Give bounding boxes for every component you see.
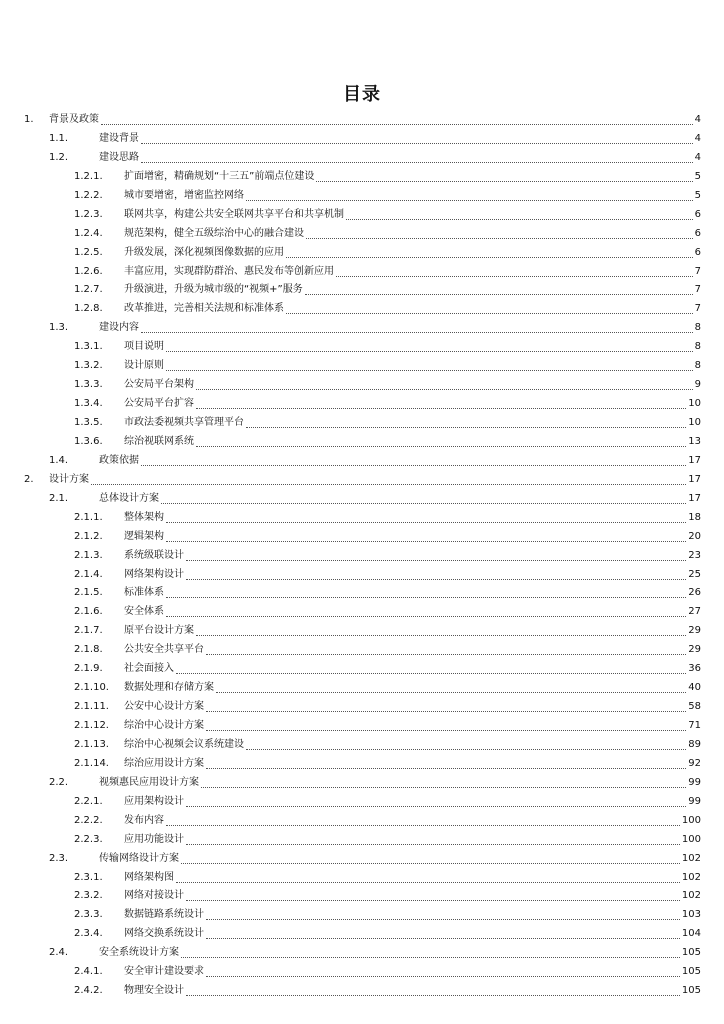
dot-leader: [206, 938, 680, 939]
toc-entry-number: 2.1.9.: [74, 663, 103, 675]
toc-entry-title[interactable]: 应用架构设计: [124, 795, 184, 807]
toc-entry-number: 2.1.8.: [74, 644, 103, 656]
toc-entry[interactable]: [0, 187, 724, 206]
toc-entry-title[interactable]: 项目说明: [124, 341, 164, 353]
toc-entry-title[interactable]: 安全体系: [124, 606, 164, 618]
toc-entry-page: 102: [681, 890, 701, 902]
toc-entry-title[interactable]: 背景及政策: [49, 114, 99, 125]
toc-entry-number: 2.1.11.: [74, 701, 109, 713]
toc-entry-title[interactable]: 网络对接设计: [124, 890, 184, 902]
table-of-contents: [0, 111, 724, 1001]
toc-entry[interactable]: [0, 584, 724, 603]
toc-entry-title[interactable]: 公共安全共享平台: [124, 644, 204, 656]
dot-leader: [206, 768, 686, 769]
dot-leader: [196, 408, 686, 409]
toc-entry[interactable]: [0, 130, 724, 149]
dot-leader: [141, 332, 693, 333]
toc-entry-title[interactable]: 升级演进，升级为城市级的“视频+”服务: [124, 284, 303, 296]
toc-entry[interactable]: [0, 850, 724, 869]
toc-entry-page: 103: [681, 909, 701, 921]
dot-leader: [246, 427, 686, 428]
toc-entry-number: 2.3.: [49, 852, 69, 864]
toc-entry-title[interactable]: 网络交换系统设计: [124, 928, 204, 940]
toc-entry-page: 105: [681, 985, 701, 997]
toc-entry-title[interactable]: 综治视联网系统: [124, 435, 194, 447]
toc-entry-number: 1.2.: [49, 151, 69, 163]
toc-entry[interactable]: [0, 698, 724, 717]
dot-leader: [206, 654, 686, 655]
toc-entry-page: 7: [694, 303, 701, 315]
toc-entry[interactable]: [0, 490, 724, 509]
toc-entry-title[interactable]: 综治中心视频会议系统建设: [124, 738, 244, 750]
dot-leader: [181, 957, 680, 958]
toc-entry[interactable]: [0, 925, 724, 944]
toc-entry-title[interactable]: 应用功能设计: [124, 833, 184, 845]
toc-entry[interactable]: [0, 471, 724, 490]
dot-leader: [166, 351, 693, 352]
toc-entry-number: 2.3.2.: [74, 890, 103, 902]
toc-entry-title[interactable]: 总体设计方案: [99, 492, 159, 504]
dot-leader: [141, 465, 686, 466]
toc-entry-number: 1.4.: [49, 454, 69, 466]
toc-entry-number: 1.3.1.: [74, 341, 103, 353]
toc-entry-page: 100: [681, 814, 701, 826]
toc-entry-number: 1.2.4.: [74, 227, 103, 239]
toc-entry[interactable]: [0, 774, 724, 793]
toc-entry-title[interactable]: 综治中心设计方案: [124, 720, 204, 731]
toc-entry-page: 58: [688, 701, 701, 713]
toc-entry-title[interactable]: 视频惠民应用设计方案: [99, 776, 199, 788]
toc-entry-title[interactable]: 系统级联设计: [124, 549, 184, 561]
toc-entry-title[interactable]: 网络架构设计: [124, 568, 184, 580]
toc-entry-number: 2.1.1.: [74, 511, 103, 523]
toc-entry-page: 7: [694, 265, 701, 277]
toc-entry-title[interactable]: 公安局平台架构: [124, 379, 194, 391]
toc-entry-page: 4: [694, 114, 701, 125]
toc-entry-page: 71: [688, 720, 701, 731]
toc-entry-page: 6: [694, 208, 701, 220]
dot-leader: [306, 238, 693, 239]
toc-entry-title[interactable]: 建设思路: [99, 151, 139, 163]
toc-entry-title[interactable]: 升级发展，深化视频图像数据的应用: [124, 246, 284, 258]
toc-entry[interactable]: [0, 168, 724, 187]
dot-leader: [286, 313, 693, 314]
toc-entry-page: 10: [688, 417, 701, 428]
dot-leader: [246, 749, 686, 750]
toc-entry-page: 17: [688, 492, 701, 504]
toc-entry[interactable]: [0, 793, 724, 812]
dot-leader: [166, 825, 680, 826]
dot-leader: [166, 597, 686, 598]
dot-leader: [201, 787, 686, 788]
dot-leader: [346, 219, 693, 220]
toc-entry-page: 99: [688, 776, 701, 788]
toc-entry-number: 2.1.2.: [74, 530, 103, 542]
toc-entry-title[interactable]: 政策依据: [99, 454, 139, 466]
dot-leader: [186, 844, 680, 845]
toc-entry-title[interactable]: 网络架构图: [124, 871, 174, 883]
toc-entry-title[interactable]: 数据处理和存储方案: [124, 682, 214, 694]
toc-entry-number: 1.3.3.: [74, 379, 103, 391]
toc-entry-number: 1.3.5.: [74, 417, 103, 428]
toc-entry[interactable]: [0, 149, 724, 168]
toc-entry-number: 2.1.13.: [74, 738, 109, 750]
toc-entry-title[interactable]: 物理安全设计: [124, 985, 184, 997]
dot-leader: [186, 900, 680, 901]
dot-leader: [206, 711, 686, 712]
toc-entry-title[interactable]: 数据链路系统设计: [124, 909, 204, 921]
dot-leader: [186, 806, 686, 807]
toc-entry-number: 1.1.: [49, 132, 69, 144]
toc-entry-page: 7: [694, 284, 701, 296]
dot-leader: [196, 635, 686, 636]
toc-entry-page: 27: [688, 606, 701, 618]
toc-entry-page: 102: [681, 871, 701, 883]
toc-entry-number: 2.1.3.: [74, 549, 103, 561]
toc-entry-page: 104: [681, 928, 701, 940]
toc-entry-page: 9: [694, 379, 701, 391]
toc-entry-number: 2.1.5.: [74, 587, 103, 599]
dot-leader: [196, 446, 686, 447]
toc-entry[interactable]: [0, 300, 724, 319]
toc-entry[interactable]: [0, 206, 724, 225]
toc-entry-title[interactable]: 建设背景: [99, 132, 139, 144]
dot-leader: [101, 124, 693, 125]
dot-leader: [246, 200, 693, 201]
toc-entry-title[interactable]: 公安局平台扩容: [124, 398, 194, 410]
dot-leader: [286, 257, 693, 258]
toc-entry-number: 1.2.1.: [74, 170, 103, 182]
toc-entry[interactable]: [0, 679, 724, 698]
toc-entry-title[interactable]: 设计方案: [49, 473, 89, 485]
toc-entry-page: 17: [688, 454, 701, 466]
toc-entry-title[interactable]: 规范架构，健全五级综治中心的融合建设: [124, 227, 304, 239]
toc-entry-page: 40: [688, 682, 701, 694]
dot-leader: [161, 503, 686, 504]
toc-entry-number: 1.2.6.: [74, 265, 103, 277]
toc-entry[interactable]: [0, 376, 724, 395]
toc-entry[interactable]: [0, 433, 724, 452]
toc-entry-number: 1.2.2.: [74, 189, 103, 201]
toc-entry-number: 2.4.2.: [74, 985, 103, 997]
toc-entry-title[interactable]: 扩面增密，精确规划“十三五”前端点位建设: [124, 170, 315, 182]
toc-entry-page: 89: [688, 738, 701, 750]
dot-leader: [196, 389, 693, 390]
toc-entry-number: 2.3.3.: [74, 909, 103, 921]
toc-entry[interactable]: [0, 831, 724, 850]
toc-entry-number: 2.1.: [49, 492, 69, 504]
toc-entry-page: 105: [681, 966, 701, 978]
toc-entry-title[interactable]: 安全系统设计方案: [99, 947, 179, 959]
toc-entry-title[interactable]: 改革推进，完善相关法规和标准体系: [124, 303, 284, 315]
toc-entry-number: 2.2.2.: [74, 814, 103, 826]
dot-leader: [141, 162, 693, 163]
dot-leader: [186, 579, 686, 580]
toc-entry[interactable]: [0, 641, 724, 660]
toc-entry-number: 2.1.7.: [74, 625, 103, 637]
toc-entry[interactable]: [0, 566, 724, 585]
toc-entry-number: 2.1.10.: [74, 682, 109, 694]
toc-entry[interactable]: [0, 225, 724, 244]
dot-leader: [305, 294, 693, 295]
toc-entry-number: 2.1.12.: [74, 720, 109, 731]
toc-entry[interactable]: [0, 528, 724, 547]
toc-entry-page: 4: [694, 151, 701, 163]
toc-entry-page: 100: [681, 833, 701, 845]
toc-entry-number: 2.4.: [49, 947, 69, 959]
dot-leader: [91, 484, 686, 485]
toc-entry-page: 17: [688, 473, 701, 485]
toc-entry-page: 6: [694, 246, 701, 258]
toc-entry-number: 2.1.14.: [74, 757, 109, 769]
dot-leader: [186, 560, 686, 561]
toc-entry-number: 2.4.1.: [74, 966, 103, 978]
toc-entry[interactable]: [0, 736, 724, 755]
dot-leader: [176, 882, 680, 883]
toc-entry[interactable]: [0, 263, 724, 282]
toc-entry-title[interactable]: 标准体系: [124, 587, 164, 599]
toc-entry[interactable]: [0, 509, 724, 528]
dot-leader: [186, 995, 680, 996]
toc-entry-page: 26: [688, 587, 701, 599]
toc-entry[interactable]: [0, 281, 724, 300]
toc-entry-number: 2.2.1.: [74, 795, 103, 807]
dot-leader: [166, 541, 686, 542]
toc-entry-number: 2.: [24, 473, 34, 485]
toc-entry[interactable]: [0, 812, 724, 831]
toc-entry-page: 99: [688, 795, 701, 807]
toc-entry[interactable]: [0, 869, 724, 888]
toc-entry-number: 1.3.: [49, 322, 69, 334]
toc-entry-title[interactable]: 综治应用设计方案: [124, 757, 204, 769]
toc-entry[interactable]: [0, 244, 724, 263]
toc-entry-page: 36: [688, 663, 701, 675]
toc-entry[interactable]: [0, 982, 724, 1001]
toc-title: 目录: [343, 84, 381, 105]
toc-entry-page: 5: [694, 170, 701, 182]
toc-entry-title[interactable]: 建设内容: [99, 322, 139, 334]
toc-entry[interactable]: [0, 395, 724, 414]
dot-leader: [336, 276, 693, 277]
toc-entry-number: 1.3.6.: [74, 435, 103, 447]
dot-leader: [176, 673, 686, 674]
toc-entry-page: 13: [688, 435, 701, 447]
toc-entry-number: 2.2.3.: [74, 833, 103, 845]
toc-entry-title[interactable]: 丰富应用，实现群防群治、惠民发布等创新应用: [124, 265, 334, 277]
toc-entry[interactable]: [0, 622, 724, 641]
toc-entry-title[interactable]: 传输网络设计方案: [99, 852, 179, 864]
toc-entry-page: 29: [688, 644, 701, 656]
toc-entry-number: 1.: [24, 114, 34, 125]
toc-entry-page: 8: [694, 360, 701, 372]
toc-entry-title[interactable]: 市政法委视频共享管理平台: [124, 417, 244, 428]
toc-entry[interactable]: [0, 603, 724, 622]
toc-entry-page: 23: [688, 549, 701, 561]
dot-leader: [166, 616, 686, 617]
toc-entry-title[interactable]: 城市要增密，增密监控网络: [124, 189, 244, 201]
toc-entry[interactable]: [0, 452, 724, 471]
toc-entry[interactable]: [0, 887, 724, 906]
dot-leader: [206, 976, 680, 977]
toc-entry[interactable]: [0, 755, 724, 774]
toc-entry-page: 29: [688, 625, 701, 637]
toc-entry-title[interactable]: 整体架构: [124, 511, 164, 523]
toc-entry[interactable]: [0, 338, 724, 357]
toc-entry-number: 1.2.8.: [74, 303, 103, 315]
toc-entry[interactable]: [0, 547, 724, 566]
toc-entry-number: 1.3.2.: [74, 360, 103, 372]
toc-entry[interactable]: [0, 906, 724, 925]
toc-entry-number: 1.3.4.: [74, 398, 103, 410]
toc-entry[interactable]: [0, 717, 724, 736]
toc-entry-page: 8: [694, 341, 701, 353]
toc-entry[interactable]: [0, 111, 724, 130]
dot-leader: [316, 181, 693, 182]
toc-entry-page: 6: [694, 227, 701, 239]
dot-leader: [166, 522, 686, 523]
toc-entry-title[interactable]: 发布内容: [124, 814, 164, 826]
toc-entry-page: 10: [688, 398, 701, 410]
toc-entry[interactable]: [0, 944, 724, 963]
toc-entry[interactable]: [0, 660, 724, 679]
toc-entry-number: 2.3.1.: [74, 871, 103, 883]
toc-entry-page: 105: [681, 947, 701, 959]
toc-entry-page: 102: [681, 852, 701, 864]
toc-entry-title[interactable]: 原平台设计方案: [124, 625, 194, 637]
toc-entry-page: 4: [694, 132, 701, 144]
toc-entry-title[interactable]: 逻辑架构: [124, 530, 164, 542]
toc-entry-page: 18: [688, 511, 701, 523]
toc-entry[interactable]: [0, 414, 724, 433]
toc-entry-title[interactable]: 设计原则: [124, 360, 164, 372]
toc-entry-number: 1.2.7.: [74, 284, 103, 296]
toc-entry-page: 8: [694, 322, 701, 334]
toc-entry-title[interactable]: 公安中心设计方案: [124, 701, 204, 713]
toc-entry[interactable]: [0, 963, 724, 982]
toc-entry-number: 1.2.5.: [74, 246, 103, 258]
toc-entry-number: 2.2.: [49, 776, 69, 788]
dot-leader: [166, 370, 693, 371]
toc-entry-number: 2.1.4.: [74, 568, 103, 580]
toc-entry-title[interactable]: 联网共享，构建公共安全联网共享平台和共享机制: [124, 208, 344, 220]
toc-entry-page: 92: [688, 757, 701, 769]
dot-leader: [141, 143, 693, 144]
dot-leader: [181, 863, 680, 864]
toc-entry-page: 20: [688, 530, 701, 542]
toc-entry-number: 2.3.4.: [74, 928, 103, 940]
toc-entry[interactable]: [0, 357, 724, 376]
dot-leader: [206, 730, 686, 731]
toc-entry-title[interactable]: 安全审计建设要求: [124, 966, 204, 978]
toc-entry[interactable]: [0, 319, 724, 338]
dot-leader: [206, 919, 680, 920]
toc-entry-page: 5: [694, 189, 701, 201]
toc-entry-title[interactable]: 社会面接入: [124, 663, 174, 675]
toc-entry-number: 1.2.3.: [74, 208, 103, 220]
toc-entry-number: 2.1.6.: [74, 606, 103, 618]
dot-leader: [216, 692, 686, 693]
toc-entry-page: 25: [688, 568, 701, 580]
